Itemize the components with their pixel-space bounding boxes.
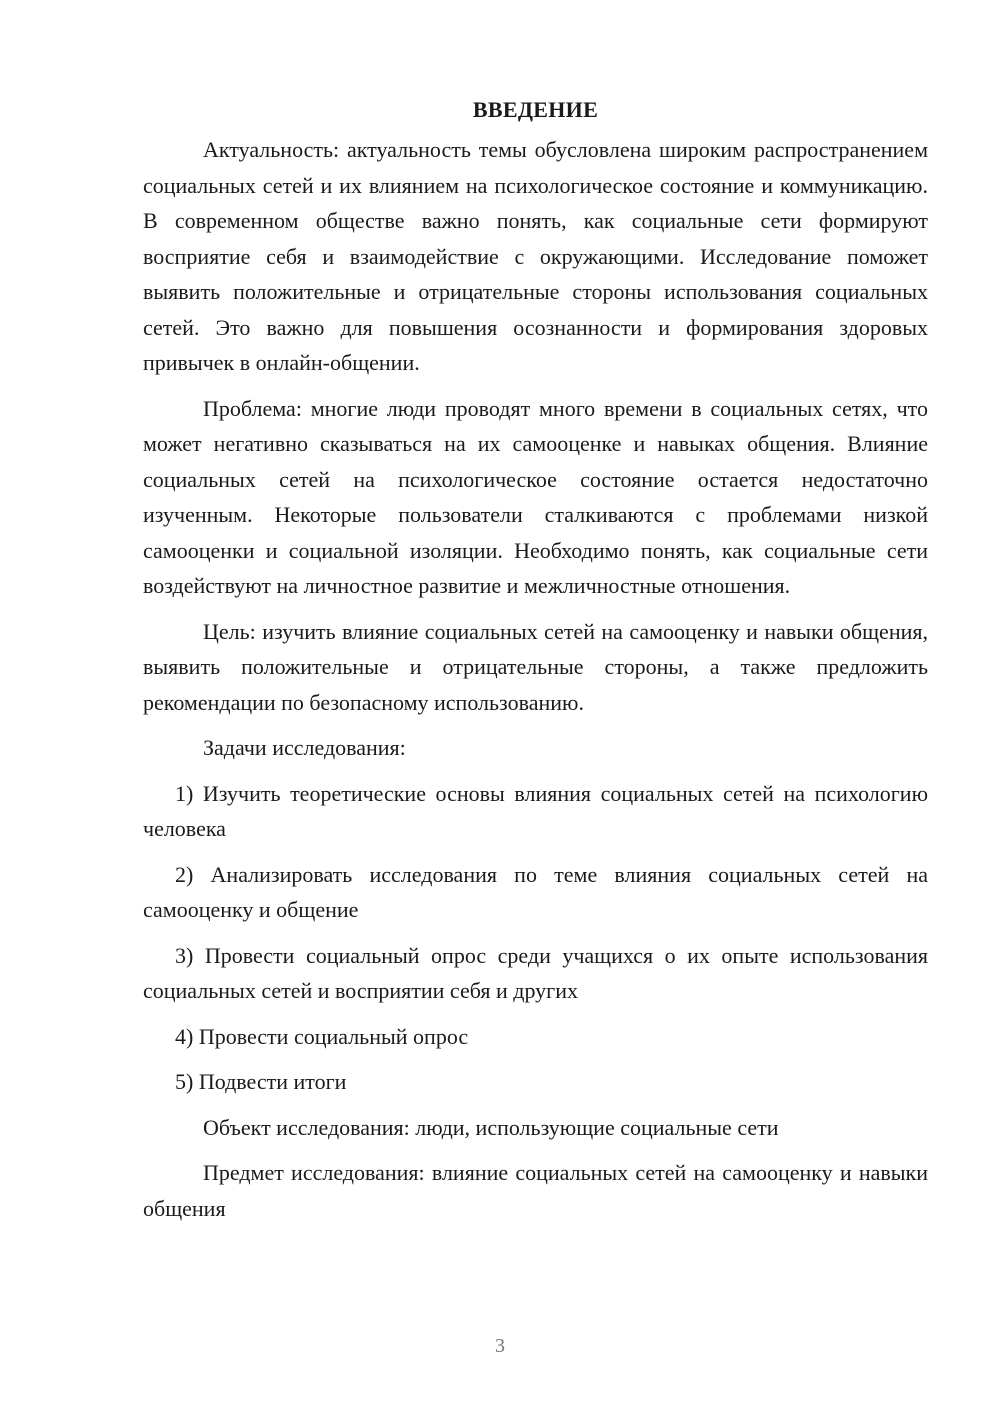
problem-paragraph: Проблема: многие люди проводят много времени в социальных сетях, что может негативно сказываться на их самооценке и навыках общения. Влияние социальных сетей на психологическое состояние остается недостаточно изученным. Некоторые пользователи сталкиваются с проблемами низкой самооценки и социальной изоляции. Необходимо понять, как социальные сети воздействуют на личностное развитие и межличностные отношения. [143,395,928,598]
relevance-paragraph: Актуальность: актуальность темы обусловлена широким распространением социальных сетей и их влиянием на психологическое состояние и коммуникацию. В современном обществе важно понять, как социальные сети формируют восприятие себя и взаимодействие с окружающими. Исследование поможет выявить положительные и отрицательные стороны использования социальных сетей. Это важно для повышения осознанности и формирования здоровых привычек в онлайн-общении. [143,137,928,375]
page-number: 3 [495,1335,505,1357]
page-content [143,92,928,1236]
task-item-2: 2) Анализировать исследования по теме влияния социальных сетей на самооценку и общение [143,861,928,922]
goal-paragraph: Цель: изучить влияние социальных сетей на самооценку и навыки общения, выявить положительные и отрицательные стороны, а также предложить рекомендации по безопасному использованию. [143,618,928,715]
research-subject: Предмет исследования: влияние социальных сетей на самооценку и навыки общения [143,1160,928,1221]
tasks-heading: Задачи исследования: [203,735,406,760]
research-object: Объект исследования: люди, использующие социальные сети [203,1114,779,1140]
task-item-1: 1) Изучить теоретические основы влияния социальных сетей на психологию человека [143,780,928,841]
task-item-5: 5) Подвести итоги [175,1069,347,1094]
task-item-4: 4) Провести социальный опрос [175,1023,469,1049]
task-item-3: 3) Провести социальный опрос среди учащихся о их опыте использования социальных сетей и восприятии себя и других [143,942,928,1003]
section-title: ВВЕДЕНИЕ [472,97,599,122]
